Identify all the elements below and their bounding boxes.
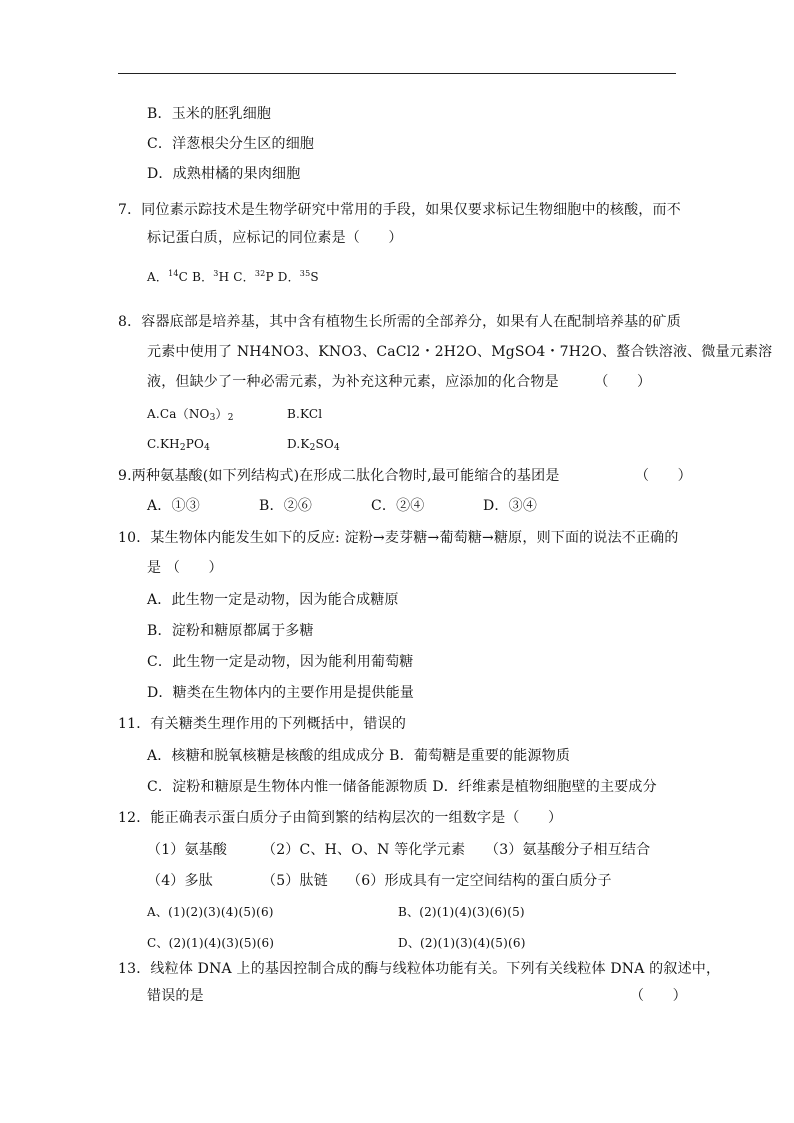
q8-option-a-sub1: 3 [209,413,216,423]
q9-stem: 9.两种氨基酸(如下列结构式)在形成二肽化合物时,最可能缩合的基团是 [118,468,560,484]
q7-option-a-label: A． [147,270,169,284]
q10-stem-line1: 10．某生物体内能发生如下的反应: 淀粉→麦芽糖→葡萄糖→糖原，则下面的说法不正确的 [118,530,679,546]
q9-option-c: C．②④ [371,498,425,514]
header-rule [118,73,676,74]
q6-option-d: D．成熟柑橘的果肉细胞 [147,166,301,182]
q8-option-d-sub2: 4 [333,443,340,453]
q11-stem: 11．有关糖类生理作用的下列概括中，错误的 [118,716,407,732]
q7-option-d-label: D． [277,270,300,284]
q7-option-c-element: P [265,270,274,284]
q12-item-2: （2）C、H、O、N 等化学元素 [262,842,466,858]
q8-option-c [147,434,210,458]
q8-option-c-mid: PO [185,437,205,451]
q10-option-d: D．糖类在生物体内的主要作用是提供能量 [147,685,415,701]
q8-stem-line2: 元素中使用了 NH4NO3、KNO3、CaCl2・2H2O、MgSO4・7H2O、螯合铁溶液、微量元素溶 [147,344,773,360]
q8-option-a-sub2: 2 [227,413,234,423]
q8-stem-line3: 液，但缺少了一种必需元素，为补充这种元素，应添加的化合物是 （ ） [147,374,652,390]
q9-option-b: B．②⑥ [259,498,313,514]
q12-stem: 12．能正确表示蛋白质分子由简到繁的结构层次的一组数字是（ ） [118,810,563,826]
q8-option-a-text: A.Ca（NO [147,407,210,421]
q7-option-d-mass: 35 [299,269,311,278]
q7-stem-line2: 标记蛋白质，应标记的同位素是（ ） [147,230,403,246]
q8-option-a-close: ） [215,407,228,421]
q7-option-a-mass: 14 [168,269,179,278]
q8-option-c-sub1: 2 [179,443,186,453]
q12-item-1: （1）氨基酸 [147,842,228,858]
q7-option-c-label: C． [233,270,255,284]
q8-option-d [287,434,340,458]
q11-options-ab: A．核糖和脱氧核糖是核酸的组成成分 B．葡萄糖是重要的能源物质 [147,748,571,764]
q9-option-a: A．①③ [147,498,200,514]
q7-option-b-element: H [218,270,230,284]
q13-stem-line1: 13．线粒体 DNA 上的基因控制合成的酶与线粒体功能有关。下列有关线粒体 DNA 的叙述中， [118,961,721,977]
q8-option-b: B.KCl [287,407,323,421]
q7-stem-line1: 7．同位素示踪技术是生物学研究中常用的手段，如果仅要求标记生物细胞中的核酸，而不 [118,202,681,218]
q12-option-a: A、(1)(2)(3)(4)(5)(6) [147,905,274,919]
q7-option-d-element: S [310,270,319,284]
q12-option-d: D、(2)(1)(3)(4)(5)(6) [398,936,526,950]
q13-answer-bracket: （ ） [630,988,687,1004]
q8-option-d-text: D.K [287,437,310,451]
q8-option-d-sub1: 2 [309,443,316,453]
q10-option-c: C．此生物一定是动物，因为能利用葡萄糖 [147,654,414,670]
q8-option-c-text: C.KH [147,437,180,451]
q9-answer-bracket: （ ） [635,468,692,484]
q8-option-a [147,404,234,428]
q6-option-b: B．玉米的胚乳细胞 [147,106,272,122]
q12-item-4: （4）多肽 [147,873,213,889]
q12-option-c: C、(2)(1)(4)(3)(5)(6) [147,936,275,950]
q10-option-a: A．此生物一定是动物，因为能合成糖原 [147,592,399,608]
q12-item-5: （5）肽链 [262,873,328,889]
q11-options-cd: C．淀粉和糖原是生物体内惟一储备能源物质 D．纤维素是植物细胞壁的主要成分 [147,779,657,795]
q7-option-b-label: B． [192,270,214,284]
q7-option-c-mass: 32 [254,269,266,278]
q8-option-d-mid: SO [315,437,334,451]
q8-option-c-sub2: 4 [204,443,210,453]
q10-stem-line2: 是 （ ） [147,560,223,576]
q9-option-d: D．③④ [483,498,538,514]
q12-option-b: B、(2)(1)(4)(3)(6)(5) [398,905,525,919]
q8-stem-line1: 8．容器底部是培养基，其中含有植物生长所需的全部养分，如果有人在配制培养基的矿质 [118,314,681,330]
q7-options [147,264,319,287]
q12-item-6: （6）形成具有一定空间结构的蛋白质分子 [347,873,612,889]
q13-stem-line2: 错误的是 [147,988,204,1004]
q7-option-b-mass: 3 [213,269,219,278]
q12-item-3: （3）氨基酸分子相互结合 [485,842,651,858]
q10-option-b: B．淀粉和糖原都属于多糖 [147,623,314,639]
q6-option-c: C．洋葱根尖分生区的细胞 [147,136,315,152]
q7-option-a-element: C [178,270,189,284]
